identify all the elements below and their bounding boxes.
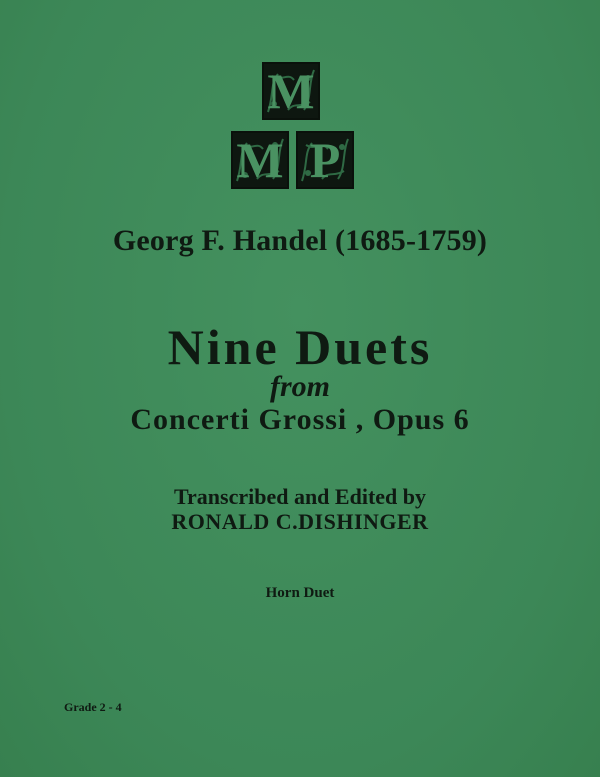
logo-letter-m-top: M — [267, 63, 315, 119]
logo-letter-p: P — [309, 132, 341, 188]
instrumentation: Horn Duet — [265, 585, 335, 601]
from-word: from — [270, 370, 330, 403]
subtitle: Concerti Grossi , Opus 6 — [130, 403, 470, 436]
credit-line: Transcribed and Edited by — [173, 484, 427, 509]
editor-name: RONALD C.DISHINGER — [171, 509, 429, 534]
composer-name: Georg F. Handel (1685-1759) — [112, 224, 488, 257]
logo-block-bottom-left — [231, 131, 289, 189]
publisher-logo — [0, 0, 600, 200]
logo-letter-m-bottom: M — [236, 132, 284, 188]
logo-block-top — [262, 62, 320, 120]
grade-level: Grade 2 - 4 — [64, 700, 122, 714]
logo-block-bottom-right — [296, 131, 354, 189]
title: Nine Duets — [167, 319, 433, 375]
